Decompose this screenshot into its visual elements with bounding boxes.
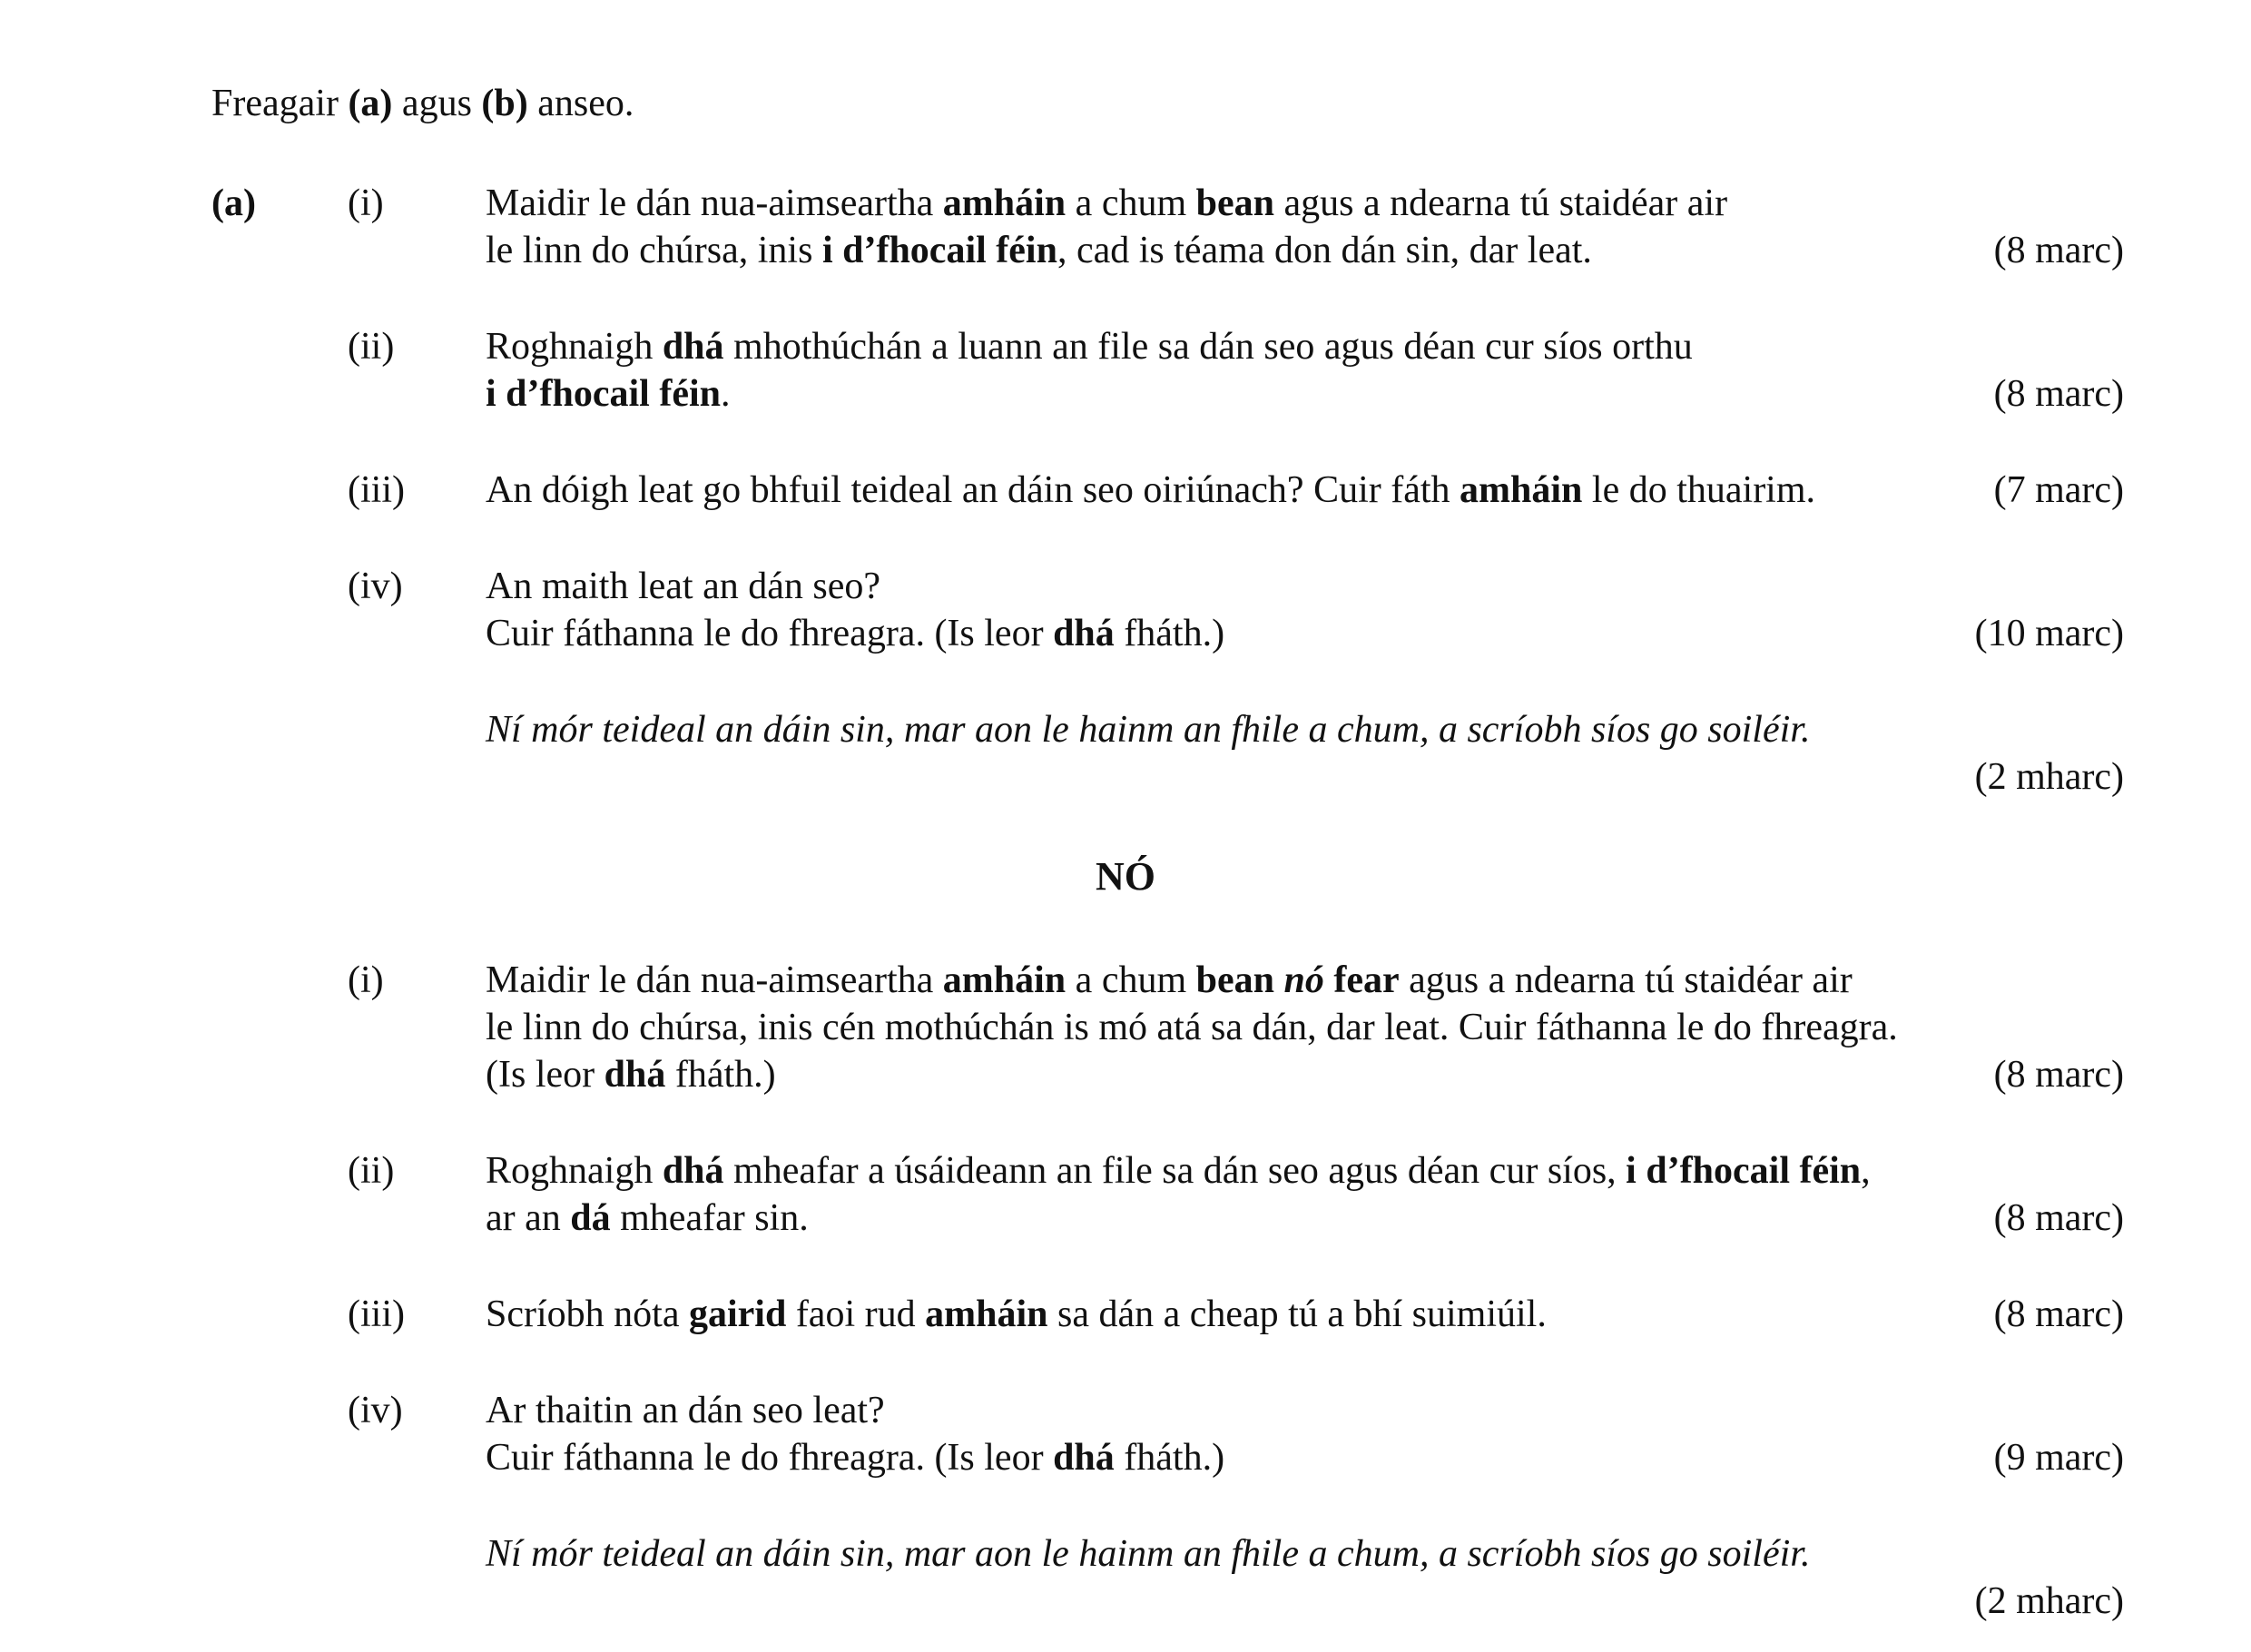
- emphasis-italic: nó: [1283, 959, 1324, 1001]
- question-text: Ar thaitin an dán seo leat?: [486, 1390, 885, 1431]
- text: Scríobh nóta: [486, 1293, 689, 1335]
- question-number: (ii): [348, 326, 395, 368]
- instruction-line: [211, 80, 634, 127]
- emphasis: dhá: [662, 326, 724, 368]
- text: a chum: [1066, 182, 1196, 224]
- question-marks: (8 marc): [1993, 1197, 2124, 1239]
- text: fháth.): [1114, 613, 1225, 654]
- emphasis: i d’fhocail féin: [486, 373, 721, 415]
- question-marks: (8 marc): [1993, 1054, 2124, 1096]
- text: fháth.): [1114, 1437, 1225, 1479]
- emphasis: gairid: [688, 1293, 787, 1335]
- text: fháth.): [665, 1054, 776, 1096]
- text: Cuir fáthanna le do fhreagra. (Is leor: [486, 613, 1054, 654]
- question-text: le linn do chúrsa, inis cén mothúchán is mó atá sa dán, dar leat. Cuir fáthanna le do fhreagra.: [486, 1007, 1898, 1048]
- question-text: [486, 1434, 1224, 1481]
- question-text: [486, 957, 1853, 1004]
- question-number: (iv): [348, 1390, 403, 1431]
- text: mheafar a úsáideann an file sa dán seo agus déan cur síos,: [723, 1150, 1627, 1192]
- question-number: (iii): [348, 1293, 405, 1335]
- emphasis: dhá: [1053, 1437, 1115, 1479]
- question-text: [486, 1291, 1547, 1338]
- emphasis: fear: [1333, 959, 1400, 1001]
- emphasis: dhá: [1053, 613, 1115, 654]
- text: .: [721, 373, 731, 415]
- question-marks: (9 marc): [1993, 1437, 2124, 1479]
- note-marks: (2 mharc): [1974, 756, 2124, 798]
- text: Roghnaigh: [486, 1150, 663, 1192]
- question-marks: (8 marc): [1993, 230, 2124, 271]
- question-text: [486, 323, 1693, 370]
- instruction-note: [486, 706, 1810, 753]
- or-divider: NÓ: [1096, 854, 1155, 899]
- note-text: Ní mór teideal an dáin sin, mar aon le hainm an fhile a chum, a scríobh síos go soiléir.: [486, 1533, 1811, 1575]
- emphasis: bean: [1195, 959, 1274, 1001]
- text: le do thuairim.: [1582, 469, 1816, 511]
- note-marks: (2 mharc): [1974, 1580, 2124, 1622]
- text: agus a ndearna tú staidéar air: [1399, 959, 1853, 1001]
- text: (Is leor: [486, 1054, 605, 1096]
- text: ,: [1861, 1150, 1871, 1192]
- emphasis: dhá: [662, 1150, 724, 1192]
- emphasis: i d’fhocail féin: [1626, 1150, 1862, 1192]
- text: mheafar sin.: [610, 1197, 809, 1239]
- text: Maidir le dán nua-aimseartha: [486, 959, 943, 1001]
- text: ar an: [486, 1197, 571, 1239]
- text: agus a ndearna tú staidéar air: [1273, 182, 1728, 224]
- emphasis: amháin: [1460, 469, 1583, 511]
- text: , cad is téama don dán sin, dar leat.: [1057, 230, 1592, 271]
- text: An dóigh leat go bhfuil teideal an dáin seo oiriúnach? Cuir fáth: [486, 469, 1460, 511]
- text: le linn do chúrsa, inis: [486, 230, 822, 271]
- instruction-note: [486, 1530, 1810, 1578]
- question-marks: (7 marc): [1993, 469, 2124, 511]
- emphasis: i d’fhocail féin: [821, 230, 1057, 271]
- text: sa dán a cheap tú a bhí suimiúil.: [1047, 1293, 1547, 1335]
- question-number: (iii): [348, 469, 405, 511]
- question-text: [486, 467, 1815, 514]
- question-text: [486, 180, 1727, 227]
- emphasis: dhá: [604, 1054, 666, 1096]
- note-text: Ní mór teideal an dáin sin, mar aon le hainm an fhile a chum, a scríobh síos go soiléir.: [486, 709, 1811, 751]
- emphasis: amháin: [942, 182, 1067, 224]
- question-marks: (8 marc): [1993, 1293, 2124, 1335]
- instruction-text: anseo.: [527, 83, 634, 124]
- emphasis: bean: [1195, 182, 1274, 224]
- question-text: [486, 1195, 809, 1242]
- question-text: [486, 1051, 776, 1098]
- part-a-label: (a): [211, 182, 256, 224]
- text: mhothúchán a luann an file sa dán seo agus déan cur síos orthu: [723, 326, 1693, 368]
- text: faoi rud: [786, 1293, 926, 1335]
- instruction-text: Freagair: [211, 83, 349, 124]
- text: Cuir fáthanna le do fhreagra. (Is leor: [486, 1437, 1054, 1479]
- instruction-part-a: (a): [348, 83, 393, 124]
- instruction-text: agus: [392, 83, 482, 124]
- instruction-part-b: (b): [481, 83, 528, 124]
- question-number: (iv): [348, 565, 403, 607]
- question-text: [486, 1147, 1871, 1195]
- question-number: (i): [348, 182, 384, 224]
- emphasis: dá: [570, 1197, 611, 1239]
- question-number: (ii): [348, 1150, 395, 1192]
- question-text: [486, 370, 731, 418]
- question-number: (i): [348, 959, 384, 1001]
- emphasis: amháin: [942, 959, 1067, 1001]
- emphasis: amháin: [925, 1293, 1048, 1335]
- question-text: An maith leat an dán seo?: [486, 565, 881, 607]
- text: Maidir le dán nua-aimseartha: [486, 182, 943, 224]
- text: a chum: [1066, 959, 1196, 1001]
- question-text: [486, 610, 1224, 657]
- text: Roghnaigh: [486, 326, 663, 368]
- question-text: [486, 227, 1592, 274]
- question-marks: (8 marc): [1993, 373, 2124, 415]
- question-marks: (10 marc): [1974, 613, 2124, 654]
